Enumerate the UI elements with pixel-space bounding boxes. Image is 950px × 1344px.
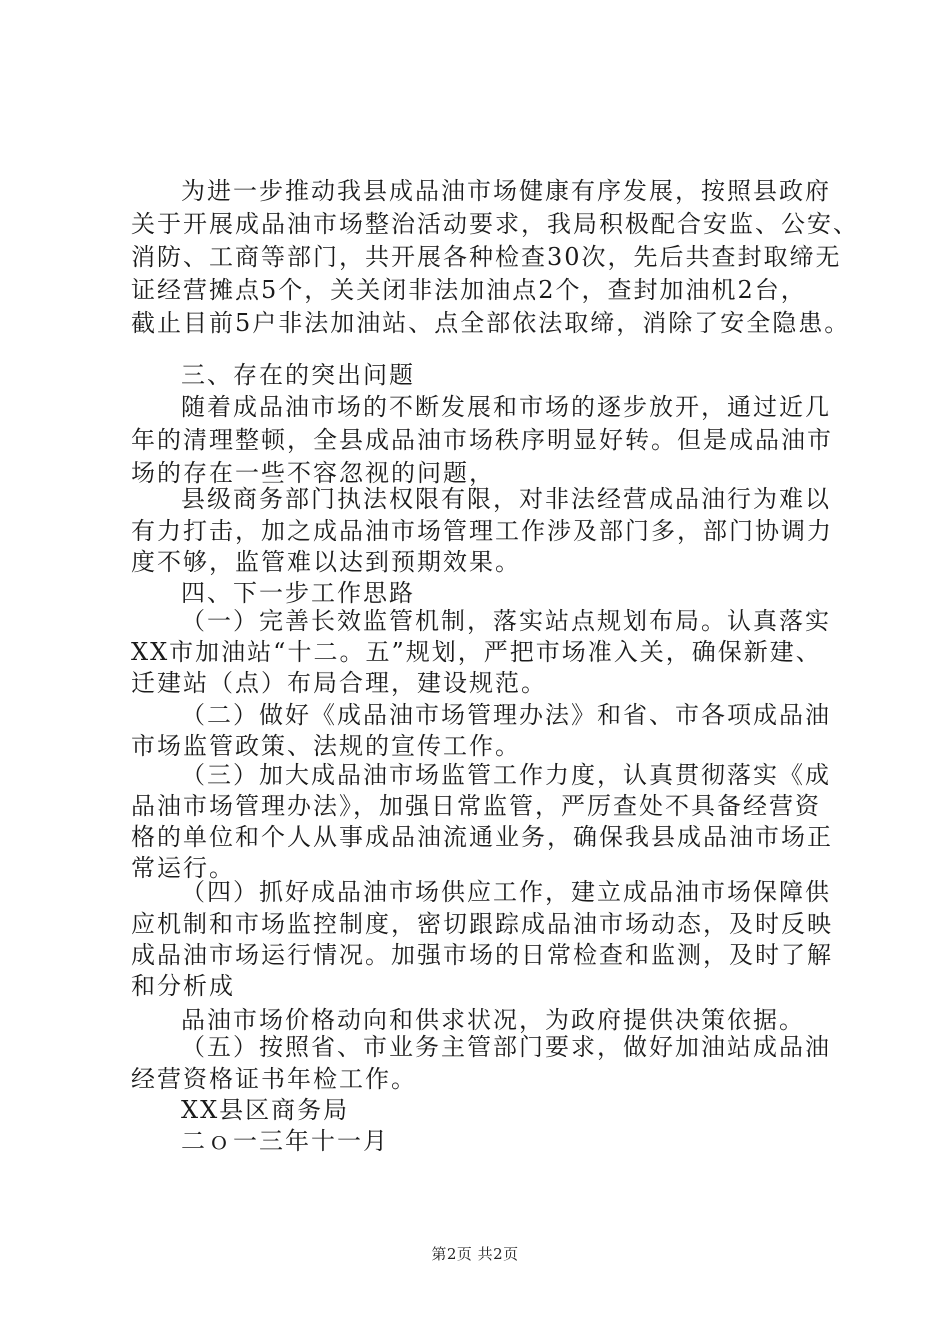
signature-organization: XX县区商务局 <box>181 1096 350 1124</box>
body-text-line: 随着成品油市场的不断发展和市场的逐步放开，通过近几 <box>181 393 831 421</box>
body-text-line: 度不够，监管难以达到预期效果。 <box>131 548 521 576</box>
body-text-line: 消防、工商等部门，共开展各种检查30次，先后共查封取缔无 <box>131 243 842 271</box>
body-text-line: 截止目前5户非法加油站、点全部依法取缔，消除了安全隐患。 <box>131 309 851 337</box>
body-text-line: 为进一步推动我县成品油市场健康有序发展，按照县政府 <box>181 177 831 205</box>
body-text-line: 品油市场管理办法》，加强日常监管，严厉查处不具备经营资 <box>131 792 821 820</box>
section-heading: 四、下一步工作思路 <box>181 579 415 607</box>
body-text-line: 市场监管政策、法规的宣传工作。 <box>131 732 521 760</box>
body-text-line: （五）按照省、市业务主管部门要求，做好加油站成品油 <box>181 1033 831 1061</box>
page-number-footer: 第2页 共2页 <box>431 1245 519 1263</box>
body-text-line: 应机制和市场监控制度，密切跟踪成品油市场动态，及时反映 <box>131 910 833 938</box>
body-text-line: 成品油市场运行情况。加强市场的日常检查和监测，及时了解 <box>131 941 833 969</box>
body-text-line: 迁建站（点）布局合理，建设规范。 <box>131 669 547 697</box>
body-text-line: 有力打击，加之成品油市场管理工作涉及部门多，部门协调力 <box>131 517 833 545</box>
body-text-line: （二）做好《成品油市场管理办法》和省、市各项成品油 <box>181 701 831 729</box>
body-text-line: 年的清理整顿，全县成品油市场秩序明显好转。但是成品油市 <box>131 426 833 454</box>
body-text-line: 经营资格证书年检工作。 <box>131 1065 417 1093</box>
body-text-line: （三）加大成品油市场监管工作力度，认真贯彻落实《成 <box>181 761 831 789</box>
body-text-line: 常运行。 <box>131 854 235 882</box>
body-text-line: （四）抓好成品油市场供应工作，建立成品油市场保障供 <box>181 878 831 906</box>
body-text-line: XX市加油站“十二。五”规划，严把市场准入关，确保新建、 <box>131 638 822 666</box>
body-text-line: 证经营摊点5个，关关闭非法加油点2个，查封加油机2台， <box>131 276 807 304</box>
signature-date: 二ｏ一三年十一月 <box>181 1127 389 1155</box>
body-text-line: （一）完善长效监管机制，落实站点规划布局。认真落实 <box>181 607 831 635</box>
body-text-line: 县级商务部门执法权限有限，对非法经营成品油行为难以 <box>181 485 831 513</box>
section-heading: 三、存在的突出问题 <box>181 361 415 389</box>
body-text-line: 品油市场价格动向和供求状况，为政府提供决策依据。 <box>181 1006 805 1034</box>
body-text-line: 和分析成 <box>131 972 235 1000</box>
body-text-line: 关于开展成品油市场整治活动要求，我局积极配合安监、公安、 <box>131 210 859 238</box>
body-text-line: 场的存在一些不容忽视的问题， <box>131 459 495 487</box>
body-text-line: 格的单位和个人从事成品油流通业务，确保我县成品油市场正 <box>131 823 833 851</box>
